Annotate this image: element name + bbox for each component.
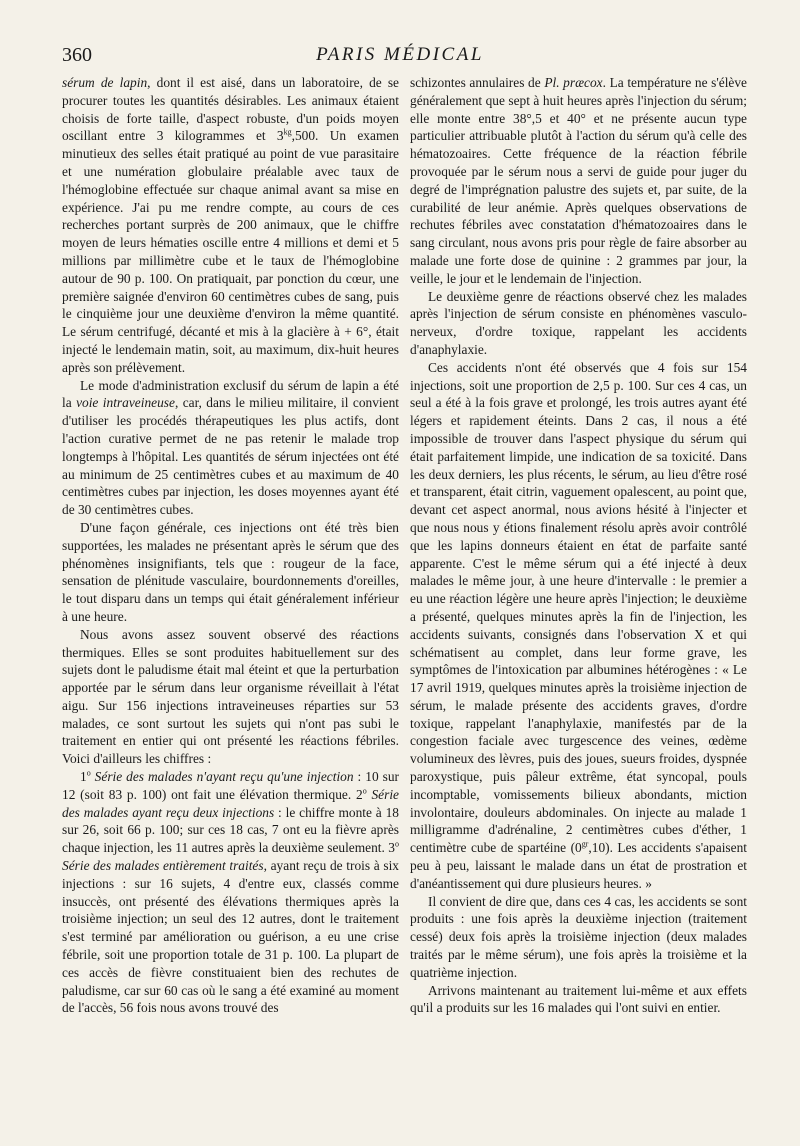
paragraph: Le deuxième genre de réactions observé chez les malades après l'injection de sérum consiste en phénomènes vasculo-nerveux, d'ordre toxique, rappelant les accidents d'anaphylaxie. — [410, 288, 747, 357]
paragraph: Le mode d'administration exclusif du sérum de lapin a été la voie intraveineuse, car, dans le milieu militaire, il convient d'utiliser les procédés thérapeutiques les plus actifs, dont l'action curative permet de ne pas retenir le malade trop longtemps à l'hôpital. Les quantités de sérum injectées ont été au minimum de 25 centimètres cubes et au maximum de 40 centimètres cubes par injection, les doses moyennes ayant été de 30 centimètres cubes. — [62, 377, 399, 518]
paragraph: Il convient de dire que, dans ces 4 cas, les accidents se sont produits : une fois après la deuxième injection (traitement cessé) deux fois après la troisième injection (deux malades traités par le même sérum), une fois après la troisième et la quatrième injection. — [410, 893, 747, 980]
paragraph: Ces accidents n'ont été observés que 4 fois sur 154 injections, soit une proportion de 2,5 p. 100. Sur ces 4 cas, un seul a été à la fois grave et prolongé, les trois autres ayant été légers et rapidement éteints. Dans 2 cas, il nous a été impossible de trouver dans l'aspect physique du sérum qui était parfaitement limpide, une indication de sa toxicité. Dans les deux derniers, les plus récents, le sérum, au lieu d'être rosé et transparent, était citrin, vaguement opalescent, au point que, devant cet aspect anormal, nous avions hésité à l'injecter et que nous nous y étions finalement résolu après avoir contrôlé que les lapins donneurs étaient en état de parfaite santé apparente. C'est le même sérum qui a été injecté à deux malades le même jour, à une heure d'intervalle : le premier a eu une réaction légère une heure après l'injection; le deuxième a présenté, quelques minutes après la fin de l'injection, les accidents suivants, consignés dans l'observation X et qui schématisent au complet, dans leur forme grave, les symptômes de l'intoxication par albumines hétérogènes : « Le 17 avril 1919, quelques minutes après la troisième injection de sérum, le malade présente des accidents graves, d'ordre toxique, rappelant l'anaphylaxie, manifestés par de la congestion faciale avec turgescence des veines, œdème volumineux des lèvres, puis des joues, sueurs froides, dyspnée paroxystique, puis pâleur extrême, état syncopal, pouls incomptable, vomissements bilieux abondants, miction involontaire, douleurs abdominales. On injecte au malade 1 milligramme d'adrénaline, 2 centimètres cubes d'éther, 1 centimètre cube de spartéine $(0^{gr},10)$. Les accidents s'apaisent peu à peu, laissant le malade dans un état de prostration et d'anéantissement qui dure plusieurs heures. » — [410, 359, 747, 891]
paragraph: 1$^o$ Série des malades n'ayant reçu qu'une injection : 10 sur 12 (soit 83 p. 100) ont fait une élévation thermique. 2$^o$ Série des malades ayant reçu deux injections : le chiffre monte à 18 sur 26, soit 66 p. 100; sur ces 18 cas, 7 ont eu la fièvre après chaque injection, les 11 autres après la deuxième seulement. 3$^o$ Série des malades entièrement traités, ayant reçu de trois à six injections : sur 16 sujets, 4 d'entre eux, classés comme insuccès, ont présenté des élévations thermiques après la troisième injection; un seul des 12 autres, dont le traitement s'est terminé par amélioration ou guérison, a eu une crise fébrile, soit une proportion totale de 31 p. 100. La plupart de ces accès de fièvre constituaient bien des rechutes de paludisme, car sur 60 cas où le sang a été examiné au moment de l'accès, 56 fois nous avons trouvé des — [62, 768, 399, 1016]
paragraph: Arrivons maintenant au traitement lui-même et aux effets qu'il a produits sur les 16 malades qui l'ont suivi en entier. — [410, 982, 747, 1016]
left-column — [62, 74, 399, 1017]
running-title: PARIS MÉDICAL — [316, 44, 484, 65]
page-header — [62, 42, 738, 68]
paragraph: sérum de lapin, dont il est aisé, dans un laboratoire, de se procurer toutes les quantités désirables. Les animaux étaient choisis de forte taille, d'aspect robuste, d'un poids moyen oscillant entre 3 kilogrammes et $3^{kg},500$. Un examen minutieux des selles était pratiqué au point de vue parasitaire et une numération globulaire préalable avec taux de l'hémoglobine effectuée sur chaque animal avant sa mise en expérience. J'ai pu me rendre compte, au cours de ces recherches portant surprès de 200 animaux, que le chiffre moyen de leurs hématies oscille entre 4 millions et demi et 5 millions par millimètre cube et le taux de l'hémoglobine autour de 90 p. 100. On pratiquait, par ponction du cœur, une première saignée d'environ 60 centimètres cubes de sang, puis le cinquième jour une deuxième d'environ la même quantité. Le sérum centrifugé, décanté et mis à la glacière à + 6°, était injecté le lendemain matin, soit, au maximum, dix-huit heures après son prélèvement. — [62, 75, 399, 375]
page-number: 360 — [62, 43, 92, 66]
paragraph: Nous avons assez souvent observé des réactions thermiques. Elles se sont produites habituellement sur des sujets dont le paludisme était mal éteint et que la perturbation apportée par le sérum dans leur organisme réveillait à l'état aigu. Sur 156 injections intraveineuses réparties sur 53 malades, ce sont surtout les sujets qui n'ont pas subi le traitement en entier qui ont présenté les réactions fébriles. Voici d'ailleurs les chiffres : — [62, 626, 399, 767]
right-column — [410, 74, 747, 1017]
paragraph: D'une façon générale, ces injections ont été très bien supportées, les malades ne présentant après le sérum que des phénomènes insignifiants, tels que : rougeur de la face, sensation de plénitude vasculaire, bourdonnements d'oreilles, le tout disparu dans un temps qui était généralement inférieur à une heure. — [62, 519, 399, 624]
paragraph: schizontes annulaires de Pl. præcox. La température ne s'élève généralement que sept à huit heures après l'injection du sérum; elle monte entre 38°,5 et 40° et ne présente aucun type particulier attribuable plutôt à l'action du sérum qu'à celle des hématozoaires. Cette fréquence de la réaction fébrile provoquée par le sérum nous a servi de guide pour juger du degré de l'imprégnation palustre des sujets et, par suite, de la curabilité de leur anémie. Après quelques observations de rechutes fébriles avec constatation d'hématozoaires dans le sang circulant, nous avons pris pour règle de faire absorber au malade une forte dose de quinine : 2 grammes par jour, la veille, le jour et le lendemain de l'injection. — [410, 75, 748, 286]
